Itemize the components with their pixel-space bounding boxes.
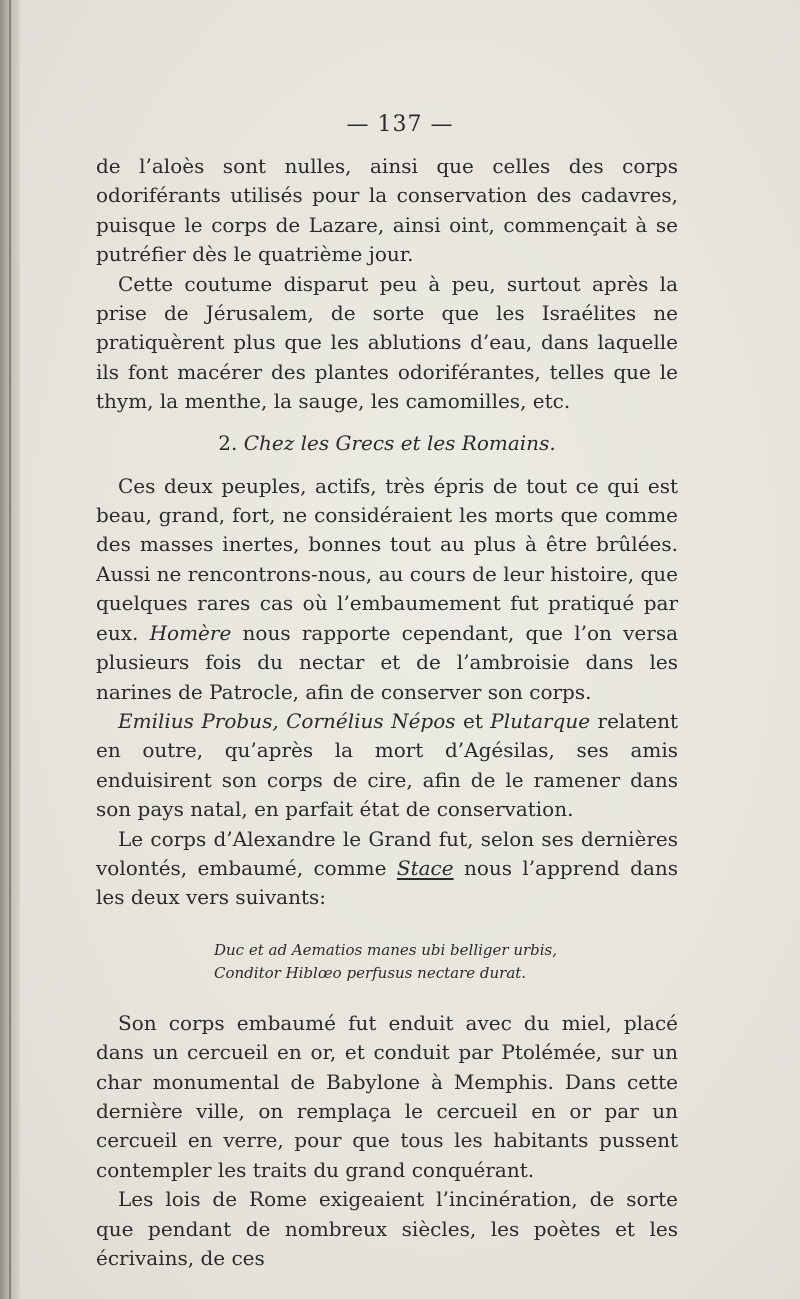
paragraph-alexandre (96, 825, 678, 913)
paragraph-text: nous l’apprend dans les deux vers suivants: (96, 855, 679, 910)
latin-verses (96, 939, 678, 985)
body-text (96, 152, 678, 1273)
paragraph-rome: Les lois de Rome exigeaient l’incinération, de sorte que pendant de nombreux siècles, les poètes et les écrivains, de ces (96, 1187, 678, 1270)
author-name-homere: Homère (149, 620, 232, 645)
page-number: — 137 — (346, 112, 454, 137)
author-name-plutarque: Plutarque (490, 708, 591, 733)
conjunction: et (462, 708, 483, 733)
paragraph-agesilas (96, 707, 678, 825)
section-title: Chez les Grecs et les Romains. (243, 430, 556, 455)
paragraph-aloes: de l’aloès sont nulles, ainsi que celles des corps odoriférants utilisés pour la conservation des cadavres, puisque le corps de Lazare, ainsi oint, commençait à se putréfier dès le quatrième jour. (96, 154, 678, 267)
verse-line-1: Duc et ad Aematios manes ubi belliger urbis, (214, 940, 558, 959)
paragraph-jerusalem: Cette coutume disparut peu à peu, surtout après la prise de Jérusalem, de sorte que les Israélites ne pratiquèrent plus que les ablutions d’eau, dans laquelle ils font macérer des plantes odoriférantes, telles que le thym, la menthe, la sauge, les camomilles, etc. (96, 271, 678, 414)
paragraph-text: nous rapporte cependant, que l’on versa plusieurs fois du nectar et de l’ambroisie dans les narines de Patrocle, afin de conserver son corps. (96, 620, 679, 704)
paragraph-greeks-romans (96, 472, 678, 707)
paragraph-cercueil: Son corps embaumé fut enduit avec du miel, placé dans un cercueil en or, et conduit par Ptolémée, sur un char monumental de Babylone à Memphis. Dans cette dernière ville, on remplaça le cercueil en or par un cercueil en verre, pour que tous les habitants pussent contempler les traits du grand conquérant. (96, 1010, 678, 1182)
verse-line-2: Conditor Hiblœo perfusus nectare durat. (214, 963, 527, 982)
section-heading (96, 429, 678, 458)
paragraph-text: Le corps d’Alexandre le Grand fut, selon ses dernières volontés, embaumé, comme (96, 826, 678, 880)
paragraph-text: relatent en outre, qu’après la mort d’Agésilas, ses amis enduisirent son corps de cire, afin de le ramener dans son pays natal, en parfait état de conservation. (96, 708, 679, 822)
author-names: Emilius Probus, Cornélius Népos (118, 708, 456, 733)
author-name-stace: Stace (396, 855, 454, 880)
paragraph-text: Ces deux peuples, actifs, très épris de tout ce qui est beau, grand, fort, ne considéraient les morts que comme des masses inertes, bonnes tout au plus à être brûlées. Aussi ne rencontrons-nous, au cours de leur histoire, que quelques rares cas où l’embaumement fut pratiqué par eux. (96, 473, 678, 645)
binding-shadow-line (9, 0, 11, 1299)
section-number: 2. (218, 430, 238, 455)
